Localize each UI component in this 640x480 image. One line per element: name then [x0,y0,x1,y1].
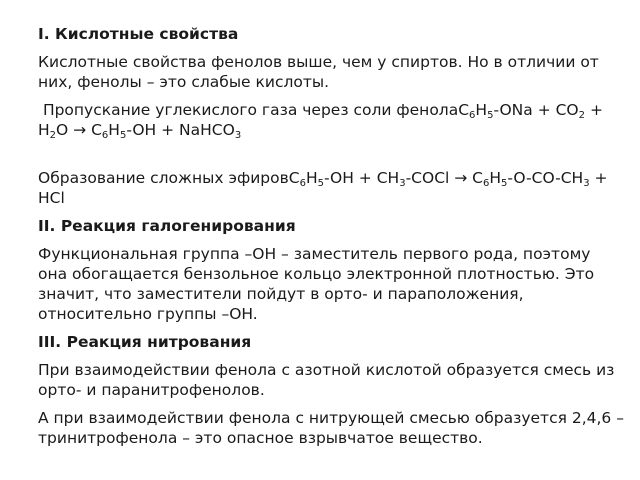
section3-heading: III. Реакция нитрования [38,333,252,351]
section2-body: Функциональная группа –OH – заместитель первого рода, поэтому она обогащается бензольное кольцо электронной плотностью. Это значит, что заместители пойдут в орто- и параположения, относительно группы –OH. [38,245,595,323]
section1-heading: I. Кислотные свойства [38,25,239,43]
reaction2-text: Образование сложных эфиров [38,169,289,187]
reaction1-text: Пропускание углекислого газа через соли фенола [42,101,459,119]
reaction2-formula: $C_6H_5-OH$ + $CH_3$-COCl → $C_6H_5-O-CO-CH_3$ + HCl [38,169,608,207]
section2-heading: II. Реакция галогенирования [38,217,296,235]
section3-body1: При взаимодействии фенола с азотной кислотой образуется смесь из орто- и паранитрофенолов. [38,361,615,399]
reaction1 [38,100,624,140]
spacer [38,148,624,168]
section3-body2: А при взаимодействии фенола с нитрующей смесью образуется 2,4,6 –тринитрофенола – это опасное взрывчатое вещество. [38,409,624,447]
reaction2 [38,168,624,208]
reaction1-formula: $C_6H_5$-ONa + $CO_2 + H_2O \to C_6H_5-OH$ + NaHCO$_3$ [38,101,603,141]
section1-intro: Кислотные свойства фенолов выше, чем у спиртов. Но в отличии от них, фенолы – это слабые кислоты. [38,53,599,91]
